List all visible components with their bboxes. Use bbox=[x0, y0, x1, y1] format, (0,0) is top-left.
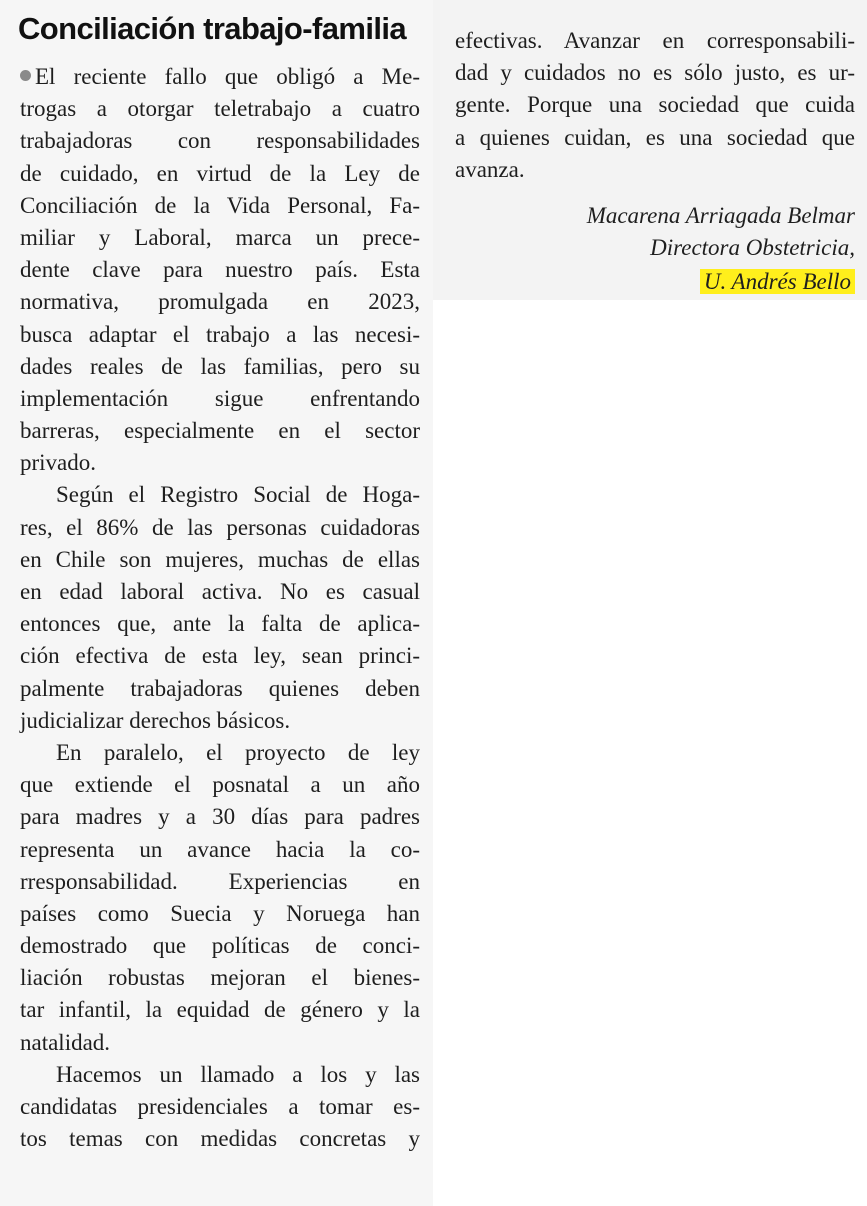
author-name: Macarena Arriagada Belmar bbox=[586, 203, 855, 228]
text-line: de cuidado, en virtud de la Ley de bbox=[20, 160, 420, 186]
author-institution bbox=[435, 266, 855, 298]
text-line: miliar y Laboral, marca un prece- bbox=[20, 224, 420, 250]
text-line: para madres y a 30 días para padres bbox=[20, 804, 420, 830]
text-line: dad y cuidados no es sólo justo, es ur- bbox=[455, 60, 855, 86]
text-line: En paralelo, el proyecto de ley bbox=[56, 739, 420, 765]
text-line: barreras, especialmente en el sector bbox=[20, 418, 420, 444]
text-line: palmente trabajadoras quienes deben bbox=[20, 675, 420, 701]
text-line: efectivas. Avanzar en corresponsabili- bbox=[455, 28, 855, 53]
text-line: liación robustas mejoran el bienes- bbox=[20, 965, 420, 991]
text-line: Conciliación de la Vida Personal, Fa- bbox=[20, 192, 420, 218]
text-line: privado. bbox=[20, 450, 97, 476]
text-line: países como Suecia y Noruega han bbox=[20, 900, 420, 926]
text-line: Hacemos un llamado a los y las bbox=[56, 1061, 420, 1087]
highlighted-institution: U. Andrés Bello bbox=[700, 269, 855, 294]
text-line: a quienes cuidan, es una sociedad que bbox=[455, 124, 855, 150]
text-line: entonces que, ante la falta de aplica- bbox=[20, 611, 420, 637]
text-line: en Chile son mujeres, muchas de ellas bbox=[20, 546, 420, 572]
text-line: trogas a otorgar teletrabajo a cuatro bbox=[20, 96, 420, 122]
text-line: tar infantil, la equidad de género y la bbox=[20, 997, 420, 1023]
text-line: en edad laboral activa. No es casual bbox=[20, 579, 420, 604]
text-line: candidatas presidenciales a tomar es- bbox=[20, 1094, 420, 1119]
text-line: implementación sigue enfrentando bbox=[20, 385, 420, 411]
text-line: normativa, promulgada en 2023, bbox=[20, 289, 420, 315]
text-line: busca adaptar el trabajo a las necesi- bbox=[20, 321, 420, 347]
text-line: Según el Registro Social de Hoga- bbox=[56, 482, 420, 508]
article-title: Conciliación trabajo-familia bbox=[18, 11, 407, 46]
text-line: El reciente fallo que obligó a Me- bbox=[20, 61, 420, 93]
text-line: res, el 86% de las personas cuidadoras bbox=[20, 514, 420, 540]
text-line: ción efectiva de esta ley, sean princi- bbox=[20, 643, 420, 669]
text-line: natalidad. bbox=[20, 1029, 111, 1055]
article-body-left bbox=[20, 61, 420, 1155]
text-line: demostrado que políticas de conci- bbox=[20, 933, 420, 959]
article-body-right bbox=[455, 25, 855, 186]
text-line: tos temas con medidas concretas y bbox=[20, 1126, 420, 1152]
text-line: dente clave para nuestro país. Esta bbox=[20, 257, 420, 283]
text-line: gente. Porque una sociedad que cuida bbox=[455, 92, 855, 118]
text-line: representa un avance hacia la co- bbox=[20, 836, 420, 862]
text-line: judicializar derechos básicos. bbox=[20, 707, 291, 733]
author-role: Directora Obstetricia, bbox=[650, 235, 855, 260]
text-line: rresponsabilidad. Experiencias en bbox=[20, 868, 420, 894]
text-line: trabajadoras con responsabilidades bbox=[20, 128, 420, 154]
text-line: dades reales de las familias, pero su bbox=[20, 353, 420, 379]
bullet-icon bbox=[20, 70, 31, 81]
text-line: avanza. bbox=[455, 156, 525, 182]
text-line: que extiende el posnatal a un año bbox=[20, 772, 420, 798]
